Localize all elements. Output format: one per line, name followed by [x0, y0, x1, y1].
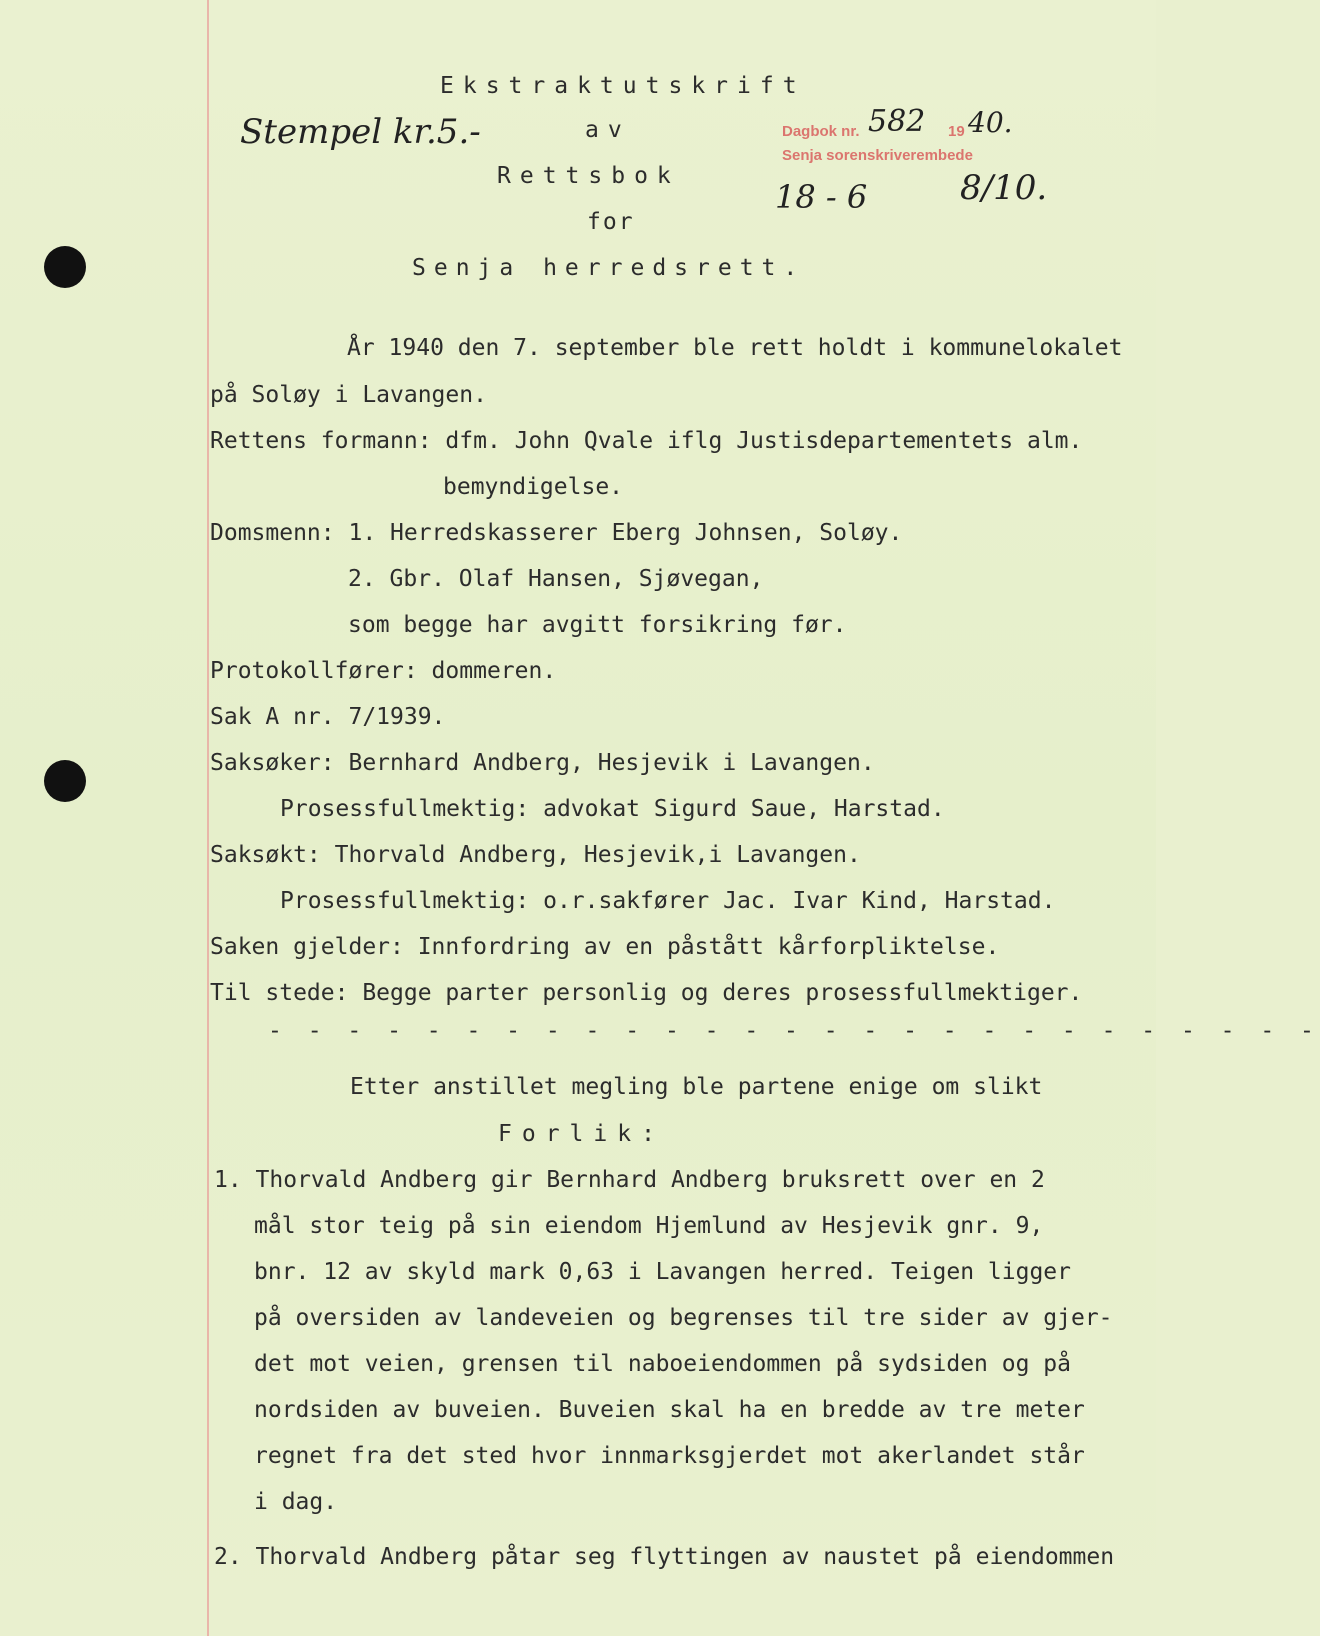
clause-line: det mot veien, grensen til naboeiendommen på sydsiden og på — [254, 1351, 1071, 1377]
stamp-year-suffix: 40. — [968, 106, 1013, 139]
clause-line: på oversiden av landeveien og begrenses til tre sider av gjer- — [254, 1305, 1113, 1331]
body-line: Saken gjelder: Innfordring av en påstått kårforpliktelse. — [210, 934, 1000, 960]
body-line: 2. Gbr. Olaf Hansen, Sjøvegan, — [348, 566, 764, 592]
body-line: År 1940 den 7. september ble rett holdt i kommunelokalet — [347, 335, 1123, 361]
handwritten-number: 8/10. — [960, 168, 1048, 208]
punch-hole-bottom — [44, 760, 86, 802]
title-line-4: for — [587, 209, 635, 235]
agreement-intro: Etter anstillet megling ble partene enige om slikt — [350, 1074, 1043, 1100]
clause-line: bnr. 12 av skyld mark 0,63 i Lavangen herred. Teigen ligger — [254, 1259, 1071, 1285]
handwritten-stamp-fee: Stempel kr.5.- — [240, 112, 481, 152]
body-line: Sak A nr. 7/1939. — [210, 704, 446, 730]
body-line: på Soløy i Lavangen. — [210, 382, 487, 408]
punch-hole-top — [44, 246, 86, 288]
stamp-office: Senja sorenskriverembede — [782, 147, 973, 164]
body-line: Saksøker: Bernhard Andberg, Hesjevik i Lavangen. — [210, 750, 875, 776]
clause-line: 1. Thorvald Andberg gir Bernhard Andberg bruksrett over en 2 — [214, 1167, 1045, 1193]
handwritten-date: 18 - 6 — [775, 178, 868, 216]
body-line: Saksøkt: Thorvald Andberg, Hesjevik,i Lavangen. — [210, 842, 861, 868]
body-line: som begge har avgitt forsikring før. — [348, 612, 847, 638]
stamp-dagbok-number: 582 — [868, 104, 926, 139]
clause-line: regnet fra det sted hvor innmarksgjerdet mot akerlandet står — [254, 1443, 1085, 1469]
clause-line: mål stor teig på sin eiendom Hjemlund av Hesjevik gnr. 9, — [254, 1213, 1044, 1239]
title-line-1: Ekstraktutskrift — [440, 73, 806, 99]
stamp-year-prefix: 19 — [948, 123, 965, 140]
body-line: Domsmenn: 1. Herredskasserer Eberg Johnsen, Soløy. — [210, 520, 903, 546]
clause-line: 2. Thorvald Andberg påtar seg flyttingen av naustet på eiendommen — [214, 1544, 1115, 1570]
body-line: Protokollfører: dommeren. — [210, 658, 557, 684]
separator-dashes: - - - - - - - - - - - - - - - - - - - - - - - - - - - — [268, 1018, 1320, 1044]
body-line: Rettens formann: dfm. John Qvale iflg Justisdepartementets alm. — [210, 428, 1083, 454]
body-line: bemyndigelse. — [443, 474, 624, 500]
agreement-title: Forlik: — [498, 1121, 665, 1147]
body-line: Prosessfullmektig: advokat Sigurd Saue, Harstad. — [280, 796, 945, 822]
title-line-5: Senja herredsrett. — [412, 255, 806, 281]
clause-line: i dag. — [254, 1489, 338, 1515]
stamp-dagbok-label: Dagbok nr. — [782, 123, 860, 140]
title-line-2: av — [585, 117, 631, 143]
body-line: Til stede: Begge parter personlig og deres prosessfullmektiger. — [210, 980, 1083, 1006]
title-line-3: Rettsbok — [497, 163, 680, 189]
body-line: Prosessfullmektig: o.r.sakfører Jac. Ivar Kind, Harstad. — [280, 888, 1056, 914]
clause-line: nordsiden av buveien. Buveien skal ha en bredde av tre meter — [254, 1397, 1085, 1423]
margin-line — [207, 0, 209, 1636]
